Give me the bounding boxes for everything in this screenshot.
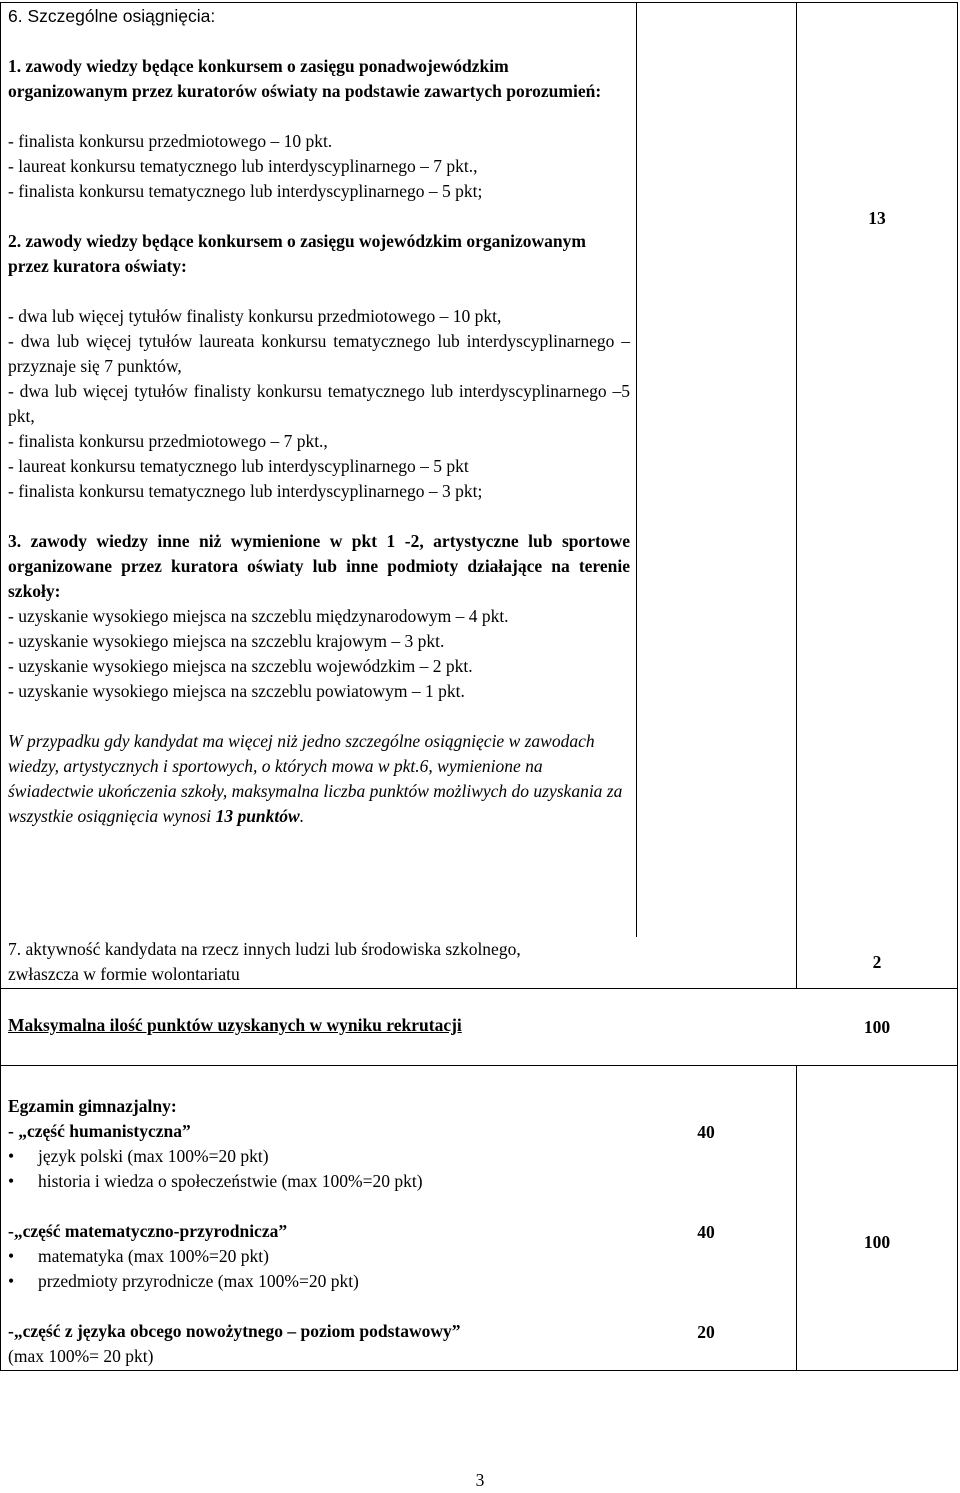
list-item: - laureat konkursu tematycznego lub interdyscyplinarnego – 7 pkt.,: [8, 156, 478, 176]
list-item: • język polski (max 100%=20 pkt): [8, 1144, 788, 1169]
note-points: 13 punktów: [215, 806, 300, 826]
list-item: - dwa lub więcej tytułów laureata konkursu tematycznego lub interdyscyplinarnego – przyznaje się 7 punktów,: [8, 331, 630, 376]
list-item: - finalista konkursu przedmiotowego – 10 pkt.: [8, 131, 333, 151]
list-item: - dwa lub więcej tytułów finalisty konkursu przedmiotowego – 10 pkt,: [8, 306, 502, 326]
exam-part-subtitle: (max 100%= 20 pkt): [8, 1346, 154, 1366]
row-divider: [0, 988, 958, 989]
exam-part-title: -„część matematyczno-przyrodnicza”: [8, 1221, 288, 1241]
list-item: - finalista konkursu tematycznego lub interdyscyplinarnego – 5 pkt;: [8, 181, 483, 201]
bullet-icon: •: [8, 1246, 15, 1266]
table-border-top: [0, 2, 958, 3]
bullet-icon: •: [8, 1271, 15, 1291]
list-item: • przedmioty przyrodnicze (max 100%=20 pkt): [8, 1269, 788, 1294]
bullet-icon: •: [8, 1171, 15, 1191]
category-3-title: 3. zawody wiedzy inne niż wymienione w pkt 1 -2, artystyczne lub sportowe organizowane przez kuratora oświaty lub inne podmioty działające na terenie szkoły:: [8, 531, 630, 601]
volunteering-points: 2: [872, 952, 882, 972]
list-item: • matematyka (max 100%=20 pkt): [8, 1244, 788, 1269]
page-number: 3: [475, 1470, 485, 1490]
column-divider: [796, 2, 797, 988]
note-text: W przypadku gdy kandydat ma więcej niż jedno szczególne osiągnięcie w zawodach wiedzy, artystycznych i sportowych, o których mowa w pkt.6, wymienione na świadectwie ukończenia szkoły, maksymalna liczba punktów możliwych do uzyskania za wszystkie osiągnięcia wynosi: [8, 731, 623, 826]
exam-part-points: 40: [697, 1222, 715, 1242]
list-item: - finalista konkursu tematycznego lub interdyscyplinarnego – 3 pkt;: [8, 481, 483, 501]
column-divider: [796, 1065, 797, 1370]
category-2-title: 2. zawody wiedzy będące konkursem o zasięgu wojewódzkim organizowanym przez kuratora oświaty:: [8, 231, 586, 276]
table-border-bottom: [0, 1370, 958, 1371]
list-item: - uzyskanie wysokiego miejsca na szczeblu wojewódzkim – 2 pkt.: [8, 656, 473, 676]
section-heading: 6. Szczególne osiągnięcia:: [8, 6, 216, 26]
list-item: - laureat konkursu tematycznego lub interdyscyplinarnego – 5 pkt: [8, 456, 469, 476]
max-points-value: 100: [863, 1017, 891, 1037]
volunteering-text: 7. aktywność kandydata na rzecz innych ludzi lub środowiska szkolnego, zwłaszcza w formie wolontariatu: [8, 939, 521, 984]
list-item: - uzyskanie wysokiego miejsca na szczeblu krajowym – 3 pkt.: [8, 631, 445, 651]
row-divider: [0, 1065, 958, 1066]
achievements-cell: [8, 4, 630, 829]
table-border-left: [0, 2, 1, 1371]
volunteering-cell: [8, 937, 568, 987]
achievements-points: 13: [868, 208, 886, 228]
list-item: - finalista konkursu przedmiotowego – 7 pkt.,: [8, 431, 328, 451]
exam-part-points: 40: [697, 1122, 715, 1142]
exam-heading: Egzamin gimnazjalny:: [8, 1096, 177, 1116]
exam-total-points: 100: [863, 1232, 891, 1252]
bullet-icon: •: [8, 1146, 15, 1166]
list-item: - dwa lub więcej tytułów finalisty konkursu tematycznego lub interdyscyplinarnego –5 pkt,: [8, 381, 630, 426]
exam-part-points: 20: [697, 1322, 715, 1342]
list-item: - uzyskanie wysokiego miejsca na szczeblu powiatowym – 1 pkt.: [8, 681, 465, 701]
category-1-title: 1. zawody wiedzy będące konkursem o zasięgu ponadwojewódzkim organizowanym przez kuratorów oświaty na podstawie zawartych porozumień:: [8, 56, 602, 101]
exam-part-title: - „część humanistyczna”: [8, 1121, 191, 1141]
exam-part-title: -„część z języka obcego nowożytnego – poziom podstawowy”: [8, 1321, 461, 1341]
list-item: • historia i wiedza o społeczeństwie (max 100%=20 pkt): [8, 1169, 788, 1194]
list-item: - uzyskanie wysokiego miejsca na szczeblu międzynarodowym – 4 pkt.: [8, 606, 509, 626]
max-points-label: Maksymalna ilość punktów uzyskanych w wyniku rekrutacji: [8, 1015, 462, 1035]
table-border-right: [957, 2, 958, 1371]
column-divider: [636, 2, 637, 937]
achievements-note: [8, 729, 630, 829]
note-end: .: [299, 806, 305, 826]
